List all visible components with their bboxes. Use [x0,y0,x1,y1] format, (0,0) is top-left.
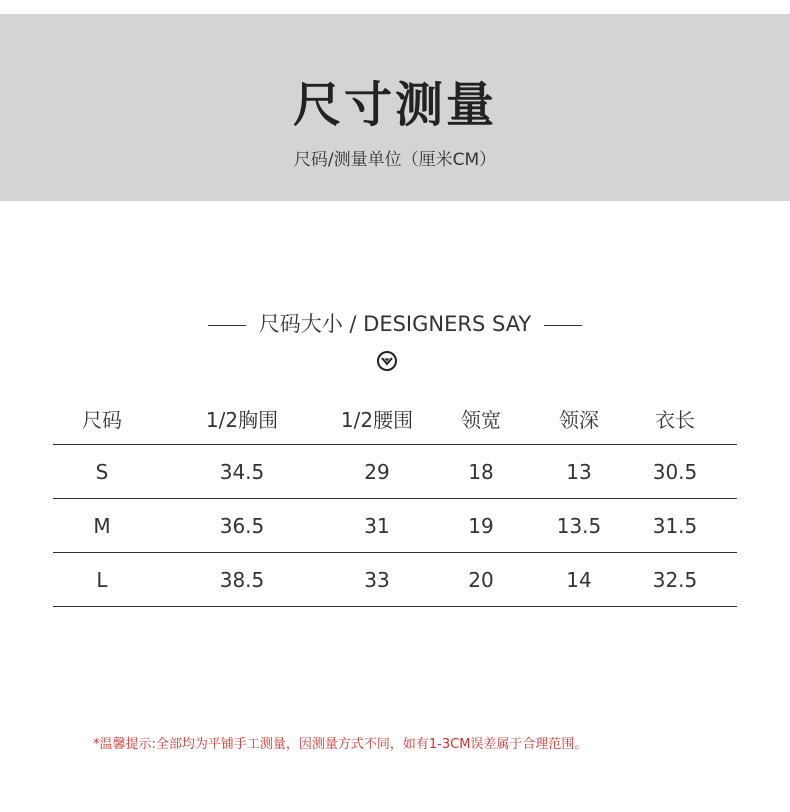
cell-neck-depth: 13 [566,459,592,484]
cell-neck-width: 19 [468,513,494,538]
table-row [53,445,737,499]
measurement-note: *温馨提示:全部均为平铺手工测量，因测量方式不同，如有1-3CM误差属于合理范围。 [93,737,588,752]
cell-neck-depth: 14 [566,567,592,592]
cell-half-chest: 34.5 [219,459,265,484]
header-banner [0,14,790,201]
header-half-waist: 1/2腰围 [340,407,414,432]
cell-neck-width: 20 [468,567,494,592]
cell-half-waist: 33 [364,567,390,592]
cell-length: 31.5 [652,513,698,538]
cell-size: L [96,567,108,592]
cell-length: 30.5 [652,459,698,484]
header-neck-depth: 领深 [559,407,599,432]
cell-half-waist: 29 [364,459,390,484]
page-title: 尺寸测量 [292,77,497,133]
header-neck-width: 领宽 [461,407,501,432]
table-row [53,553,737,607]
cell-size: M [93,513,111,538]
section-heading-text: 尺码大小 / DESIGNERS SAY [258,312,532,336]
table-header-row [53,392,737,445]
cell-length: 32.5 [652,567,698,592]
heading-right-rule [544,325,582,326]
cell-size: S [95,459,109,484]
page-subtitle: 尺码/测量单位（厘米CM） [293,150,497,170]
section-heading [0,308,790,338]
cell-half-chest: 38.5 [219,567,265,592]
size-table [53,392,737,607]
cell-half-chest: 36.5 [219,513,265,538]
header-size: 尺码 [82,407,122,432]
header-length: 衣长 [655,407,695,432]
chevron-down-circle-icon [377,351,397,371]
heading-left-rule [208,325,246,326]
cell-neck-width: 18 [468,459,494,484]
cell-neck-depth: 13.5 [556,513,602,538]
cell-half-waist: 31 [364,513,390,538]
table-row [53,499,737,553]
header-half-chest: 1/2胸围 [205,407,279,432]
